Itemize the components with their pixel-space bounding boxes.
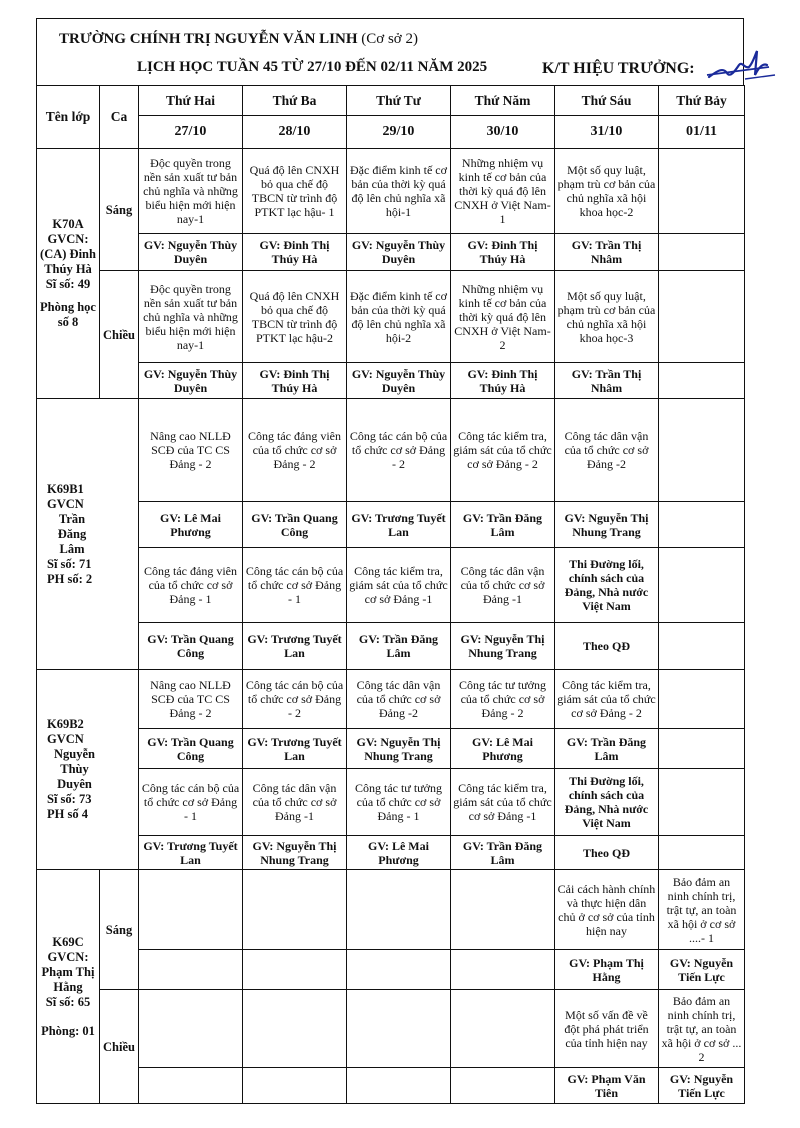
class-k69b2: [37, 670, 139, 870]
teacher-cell: GV: Trương Tuyết Lan: [243, 623, 347, 670]
empty-cell: [451, 950, 555, 990]
subject-cell: Công tác kiểm tra, giám sát của tổ chức cơ sở Đảng - 2: [555, 670, 659, 729]
teacher-cell: Theo QĐ: [555, 836, 659, 870]
teacher-cell: GV: Đinh Thị Thúy Hà: [243, 363, 347, 399]
principal-label: K/T HIỆU TRƯỞNG:: [542, 60, 695, 77]
subject-cell: Công tác cán bộ của tổ chức cơ sở Đảng - 1: [243, 548, 347, 623]
teacher-cell: GV: Trần Đăng Lâm: [451, 502, 555, 548]
subject-cell: Công tác dân vận của tổ chức cơ sở Đảng -1: [451, 548, 555, 623]
empty-cell: [659, 836, 745, 870]
subject-cell: Bảo đảm an ninh chính trị, trật tự, an toàn xã hội ở cơ sở ... 2: [659, 990, 745, 1068]
day-thursday: Thứ Năm: [451, 86, 555, 116]
subject-cell: Một số quy luật, phạm trù cơ bản của chủ nghĩa xã hội khoa học-2: [555, 149, 659, 234]
empty-cell: [451, 990, 555, 1068]
subject-cell: Bảo đảm an ninh chính trị, trật tự, an toàn xã hội ở cơ sở ....- 1: [659, 870, 745, 950]
subject-cell: Độc quyền trong nền sản xuất tư bản chủ nghĩa và những biểu hiện mới hiện nay-1: [139, 271, 243, 363]
gvcn-name: Trần Đăng Lâm: [57, 511, 87, 556]
date-wednesday: 29/10: [347, 116, 451, 149]
class-size: Sĩ số: 71: [47, 556, 92, 571]
week-title: LỊCH HỌC TUẦN 45 TỪ 27/10 ĐẾN 02/11 NĂM 2025: [137, 59, 488, 75]
teacher-cell: GV: Nguyễn Thị Nhung Trang: [555, 502, 659, 548]
class-size: Sĩ số: 65: [45, 994, 91, 1009]
class-room: PH số 4: [47, 807, 88, 821]
empty-cell: [659, 271, 745, 363]
subject-cell: Một số vấn đề về đột phá phát triển của tỉnh hiện nay: [555, 990, 659, 1068]
class-name: K69B1: [47, 481, 84, 496]
gvcn-label: GVCN:: [47, 232, 89, 246]
empty-cell: [659, 769, 745, 836]
ca-afternoon: Chiều: [100, 271, 139, 399]
teacher-cell: GV: Đinh Thị Thúy Hà: [451, 234, 555, 271]
empty-cell: [347, 990, 451, 1068]
subject-cell: Quá độ lên CNXH bỏ qua chế độ TBCN từ trình độ PTKT lạc hậu-2: [243, 271, 347, 363]
gvcn-name: Phạm Thị Hằng: [41, 964, 95, 994]
empty-cell: [659, 548, 745, 623]
ca-afternoon: Chiều: [100, 990, 139, 1104]
teacher-cell: GV: Trần Quang Công: [139, 623, 243, 670]
date-monday: 27/10: [139, 116, 243, 149]
class-name: K69B2: [47, 717, 84, 731]
class-size: Sĩ số: 73: [47, 792, 92, 806]
class-room: PH số: 2: [47, 571, 93, 586]
teacher-cell: GV: Trần Thị Nhâm: [555, 234, 659, 271]
empty-cell: [659, 623, 745, 670]
day-monday: Thứ Hai: [139, 86, 243, 116]
teacher-cell: GV: Nguyễn Thùy Duyên: [347, 363, 451, 399]
teacher-cell: GV: Đinh Thị Thúy Hà: [451, 363, 555, 399]
teacher-cell: GV: Trương Tuyết Lan: [347, 502, 451, 548]
day-friday: Thứ Sáu: [555, 86, 659, 116]
subject-cell: Công tác dân vận của tổ chức cơ sở Đảng -2: [347, 670, 451, 729]
subject-cell: Công tác đảng viên của tổ chức cơ sở Đảng - 2: [243, 399, 347, 502]
empty-cell: [243, 1068, 347, 1104]
empty-cell: [139, 1068, 243, 1104]
teacher-cell: GV: Nguyễn Thị Nhung Trang: [347, 729, 451, 769]
day-saturday: Thứ Bảy: [659, 86, 745, 116]
teacher-cell: GV: Trần Quang Công: [243, 502, 347, 548]
subject-cell: Công tác cán bộ của tổ chức cơ sở Đảng - 1: [139, 769, 243, 836]
empty-cell: [243, 990, 347, 1068]
empty-cell: [659, 363, 745, 399]
teacher-cell: Theo QĐ: [555, 623, 659, 670]
subject-cell: Những nhiệm vụ kinh tế cơ bản của thời kỳ quá độ lên CNXH ở Việt Nam-1: [451, 149, 555, 234]
teacher-cell: GV: Trần Đăng Lâm: [555, 729, 659, 769]
subject-cell: Công tác cán bộ của tổ chức cơ sở Đảng - 2: [347, 399, 451, 502]
exam-cell: Thi Đường lối, chính sách của Đảng, Nhà nước Việt Nam: [555, 548, 659, 623]
class-room: Phòng học số 8: [40, 300, 96, 329]
empty-cell: [659, 729, 745, 769]
date-thursday: 30/10: [451, 116, 555, 149]
empty-cell: [659, 399, 745, 502]
empty-cell: [659, 234, 745, 271]
class-name: K70A: [52, 217, 84, 231]
class-k69c: [37, 870, 100, 1104]
class-k69b1: [37, 399, 139, 670]
gvcn-name: Nguyễn Thùy Duyên: [54, 747, 95, 791]
ca-morning: Sáng: [100, 149, 139, 271]
empty-cell: [451, 1068, 555, 1104]
header: [36, 18, 744, 85]
teacher-cell: GV: Nguyễn Thùy Duyên: [139, 363, 243, 399]
teacher-cell: GV: Nguyễn Thị Nhung Trang: [451, 623, 555, 670]
subject-cell: Công tác dân vận của tổ chức cơ sở Đảng -1: [243, 769, 347, 836]
teacher-cell: GV: Lê Mai Phương: [139, 502, 243, 548]
empty-cell: [347, 870, 451, 950]
empty-cell: [347, 950, 451, 990]
teacher-cell: GV: Nguyễn Tiến Lực: [659, 950, 745, 990]
teacher-cell: GV: Lê Mai Phương: [347, 836, 451, 870]
empty-cell: [659, 149, 745, 234]
teacher-cell: GV: Nguyễn Thị Nhung Trang: [243, 836, 347, 870]
teacher-cell: GV: Nguyễn Thùy Duyên: [139, 234, 243, 271]
teacher-cell: GV: Nguyễn Tiến Lực: [659, 1068, 745, 1104]
subject-cell: Quá độ lên CNXH bỏ qua chế độ TBCN từ trình độ PTKT lạc hậu- 1: [243, 149, 347, 234]
class-column-header: Tên lớp: [37, 86, 100, 149]
teacher-cell: GV: Nguyễn Thùy Duyên: [347, 234, 451, 271]
subject-cell: Công tác tư tưởng của tổ chức cơ sở Đảng - 1: [347, 769, 451, 836]
subject-cell: Công tác kiểm tra, giám sát của tổ chức cơ sở Đảng -1: [347, 548, 451, 623]
class-name: K69C: [52, 934, 84, 949]
date-tuesday: 28/10: [243, 116, 347, 149]
subject-cell: Độc quyền trong nền sản xuất tư bản chủ nghĩa và những biểu hiện mới hiện nay-1: [139, 149, 243, 234]
teacher-cell: GV: Trần Đăng Lâm: [451, 836, 555, 870]
signature-icon: [705, 45, 777, 85]
teacher-cell: GV: Trương Tuyết Lan: [139, 836, 243, 870]
gvcn-label: GVCN: [47, 732, 84, 746]
empty-cell: [243, 870, 347, 950]
empty-cell: [659, 502, 745, 548]
empty-cell: [139, 990, 243, 1068]
day-wednesday: Thứ Tư: [347, 86, 451, 116]
teacher-cell: GV: Trần Đăng Lâm: [347, 623, 451, 670]
date-friday: 31/10: [555, 116, 659, 149]
subject-cell: Công tác cán bộ của tổ chức cơ sở Đảng - 2: [243, 670, 347, 729]
subject-cell: Công tác kiểm tra, giám sát của tổ chức cơ sở Đảng - 2: [451, 399, 555, 502]
subject-cell: Đặc điểm kinh tế cơ bản của thời kỳ quá độ lên chủ nghĩa xã hội-2: [347, 271, 451, 363]
subject-cell: Nâng cao NLLĐ SCĐ của TC CS Đảng - 2: [139, 670, 243, 729]
empty-cell: [139, 870, 243, 950]
schedule-sheet: [36, 18, 744, 1113]
exam-cell: Thi Đường lối, chính sách của Đảng, Nhà nước Việt Nam: [555, 769, 659, 836]
teacher-cell: GV: Trần Quang Công: [139, 729, 243, 769]
teacher-cell: GV: Phạm Thị Hằng: [555, 950, 659, 990]
class-k70a: [37, 149, 100, 399]
class-room: Phòng: 01: [41, 1023, 95, 1038]
subject-cell: Công tác đảng viên của tổ chức cơ sở Đảng - 1: [139, 548, 243, 623]
empty-cell: [139, 950, 243, 990]
day-tuesday: Thứ Ba: [243, 86, 347, 116]
ca-morning: Sáng: [100, 870, 139, 990]
subject-cell: Cải cách hành chính và thực hiện dân chủ ở cơ sở của tỉnh hiện nay: [555, 870, 659, 950]
school-name: TRƯỜNG CHÍNH TRỊ NGUYỄN VĂN LINH: [59, 31, 358, 47]
empty-cell: [243, 950, 347, 990]
teacher-cell: GV: Trương Tuyết Lan: [243, 729, 347, 769]
subject-cell: Đặc điểm kinh tế cơ bản của thời kỳ quá độ lên chủ nghĩa xã hội-1: [347, 149, 451, 234]
schedule-table: [36, 85, 745, 1104]
teacher-cell: GV: Phạm Văn Tiên: [555, 1068, 659, 1104]
subject-cell: Công tác kiểm tra, giám sát của tổ chức cơ sở Đảng -1: [451, 769, 555, 836]
school-title: [59, 31, 418, 48]
gvcn-label: GVCN: [47, 496, 84, 511]
subject-cell: Công tác tư tưởng của tổ chức cơ sở Đảng - 2: [451, 670, 555, 729]
empty-cell: [347, 1068, 451, 1104]
class-size: Sĩ số: 49: [45, 277, 91, 291]
subject-cell: Những nhiệm vụ kinh tế cơ bản của thời kỳ quá độ lên CNXH ở Việt Nam-2: [451, 271, 555, 363]
campus-label: (Cơ sở 2): [361, 31, 418, 47]
empty-cell: [451, 870, 555, 950]
subject-cell: Một số quy luật, phạm trù cơ bản của chủ nghĩa xã hội khoa học-3: [555, 271, 659, 363]
teacher-cell: GV: Lê Mai Phương: [451, 729, 555, 769]
date-saturday: 01/11: [659, 116, 745, 149]
subject-cell: Công tác dân vận của tổ chức cơ sở Đảng -2: [555, 399, 659, 502]
subject-cell: Nâng cao NLLĐ SCĐ của TC CS Đảng - 2: [139, 399, 243, 502]
gvcn-label: GVCN:: [47, 949, 89, 964]
empty-cell: [659, 670, 745, 729]
ca-column-header: Ca: [100, 86, 139, 149]
teacher-cell: GV: Trần Thị Nhâm: [555, 363, 659, 399]
gvcn-name: (CA) Đinh Thúy Hà: [40, 247, 96, 276]
teacher-cell: GV: Đinh Thị Thúy Hà: [243, 234, 347, 271]
